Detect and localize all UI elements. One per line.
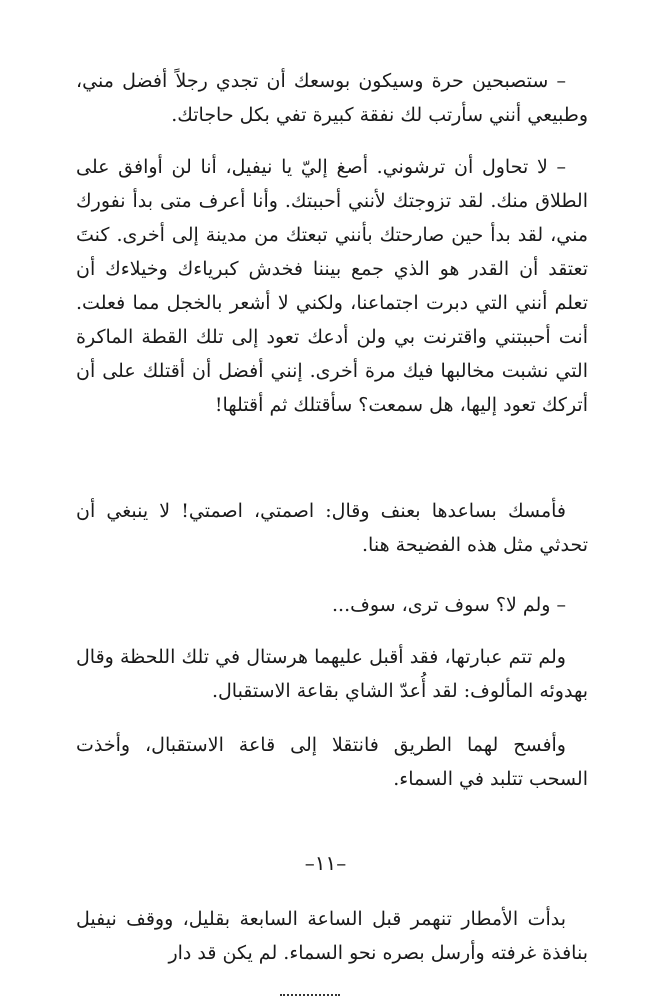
paragraph-4: – ولم لا؟ سوف ترى، سوف... xyxy=(332,594,566,616)
paragraph-3: فأمسك بساعدها بعنف وقال: اصمتي، اصمتي! لا ينبغي أن تحدثي مثل هذه الفضيحة هنا. xyxy=(76,500,588,556)
chapter-number: –١١– xyxy=(304,851,347,875)
paragraph-6: وأفسح لهما الطريق فانتقلا إلى قاعة الاستقبال، وأخذت السحب تتلبد في السماء. xyxy=(76,734,588,790)
paragraph-2: – لا تحاول أن ترشوني. أصغ إليّ يا نيفيل، أنا لن أوافق على الطلاق منك. لقد تزوجتك لأنني أحببتك. وأنا أعرف متى بدأ نفورك مني، لقد بدأ حين صارحتك بأنني تبعتك من مدينة إلى أخرى. كنتَ تعتقد أن القدر هو الذي جمع بيننا فخدش كبرياءك وخيلاءك أن تعلم أنني التي دبرت اجتماعنا، ولكني لا أشعر بالخجل مما فعلت. أنت أحببتني واقترنت بي ولن أدعك تعود إلى تلك القطة الماكرة التي نشبت مخالبها فيك مرة أخرى. إنني أفضل أن أقتلك على أن أتركك تعود إليها، هل سمعت؟ سأقتلك ثم أقتلها! xyxy=(76,156,588,416)
paragraph-5: ولم تتم عبارتها، فقد أقبل عليهما هرستال في تلك اللحظة وقال بهدوئه المألوف: لقد أُعدّ الشاي بقاعة الاستقبال. xyxy=(76,646,588,702)
chapter-opening-paragraph: بدأت الأمطار تنهمر قبل الساعة السابعة بقليل، ووقف نيفيل بنافذة غرفته وأرسل بصره نحو السماء. لم يكن قد دار xyxy=(76,908,588,964)
paragraph-1: – ستصبحين حرة وسيكون بوسعك أن تجدي رجلاً أفضل مني، وطبيعي أنني سأرتب لك نفقة كبيرة تفي بكل حاجاتك. xyxy=(76,70,588,126)
cut-off-text-line xyxy=(260,988,360,1000)
